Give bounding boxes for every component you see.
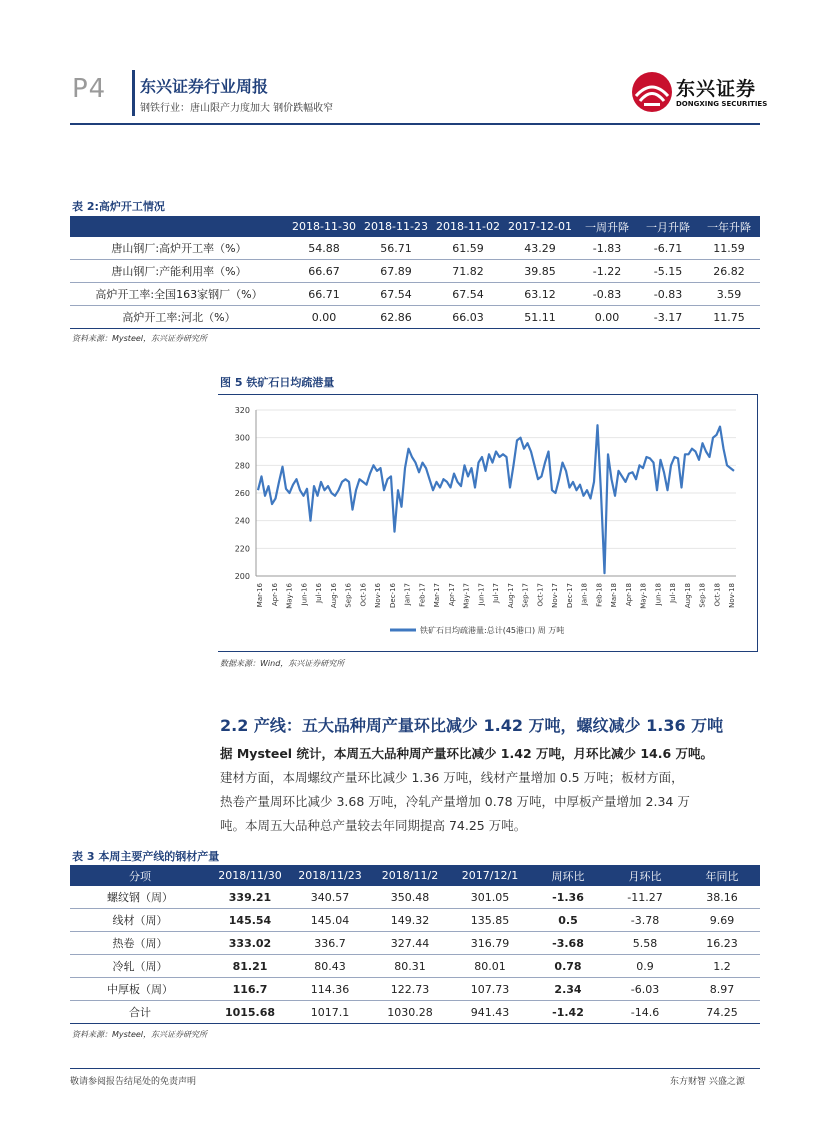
table3-cell: -6.03: [606, 978, 684, 1001]
table3-cell: 冷轧（周）: [70, 955, 210, 978]
table3-caption: 表 3 本周主要产线的钢材产量: [72, 850, 220, 863]
table2-caption: 表 2:高炉开工情况: [72, 200, 165, 213]
table2-cell: 3.59: [698, 283, 760, 306]
table3-cell: 350.48: [370, 886, 450, 909]
table-row: [70, 955, 760, 978]
table3-cell: 1.2: [684, 955, 760, 978]
table2-cell: -6.71: [638, 237, 698, 260]
x-tick-label: Dec-16: [388, 583, 397, 608]
table3-cell: 38.16: [684, 886, 760, 909]
figure5-top-rule: [218, 394, 758, 395]
x-tick-label: Jan-18: [580, 583, 589, 606]
table2-cell: -0.83: [576, 283, 638, 306]
table2-header-cell: 2017-12-01: [504, 216, 576, 237]
table3-cell: 81.21: [210, 955, 290, 978]
x-tick-label: Feb-18: [595, 583, 604, 607]
table3-cell: 热卷（周）: [70, 932, 210, 955]
x-tick-label: May-18: [639, 583, 648, 609]
x-tick-label: Sep-17: [521, 583, 530, 608]
table2-cell: 43.29: [504, 237, 576, 260]
table3-cell: 80.01: [450, 955, 530, 978]
table2-header-cell: 2018-11-23: [360, 216, 432, 237]
section-title: 2.2 产线：五大品种周产量环比减少 1.42 万吨，螺纹减少 1.36 万吨: [220, 716, 724, 735]
x-tick-label: Jun-17: [477, 583, 486, 606]
table2-cell: 11.75: [698, 306, 760, 329]
table2-header-cell: 一月升降: [638, 216, 698, 237]
y-tick-label: 260: [234, 489, 250, 498]
table2-header-cell: 2018-11-02: [432, 216, 504, 237]
table3-cell: 80.43: [290, 955, 370, 978]
x-tick-label: Mar-17: [433, 583, 441, 608]
table-row: [70, 932, 760, 955]
legend-label: 铁矿石日均疏港量:总计(45港口) 周 万吨: [420, 626, 565, 635]
table3-cell: 339.21: [210, 886, 290, 909]
x-tick-label: Jun-18: [654, 583, 663, 606]
x-tick-label: Mar-16: [256, 583, 264, 608]
table2-header-cell: 一年升降: [698, 216, 760, 237]
table3-cell: -1.36: [530, 886, 606, 909]
table3-cell: 1015.68: [210, 1001, 290, 1024]
table3-header-cell: 分项: [70, 865, 210, 886]
table3-cell: 74.25: [684, 1001, 760, 1024]
x-tick-label: Aug-18: [683, 583, 692, 609]
table2-cell: 0.00: [576, 306, 638, 329]
table2-cell: 71.82: [432, 260, 504, 283]
table3-cell: -14.6: [606, 1001, 684, 1024]
table-row: [70, 260, 760, 283]
table2-cell: 唐山钢厂:产能利用率（%）: [70, 260, 288, 283]
table3-cell: 116.7: [210, 978, 290, 1001]
y-tick-label: 200: [234, 572, 250, 581]
x-tick-label: Aug-17: [506, 583, 515, 609]
series-line: [258, 425, 734, 573]
y-tick-label: 220: [234, 544, 250, 554]
figure5-right-rule: [757, 395, 758, 651]
footer-disclaimer: 敬请参阅报告结尾处的免责声明: [70, 1077, 197, 1087]
figure5-source: 数据来源：Wind，东兴证券研究所: [220, 659, 345, 668]
footer-slogan: 东方财智 兴盛之源: [670, 1077, 745, 1087]
table2-cell: 11.59: [698, 237, 760, 260]
table2-cell: 67.54: [432, 283, 504, 306]
table-row: [70, 306, 760, 329]
table3-cell: 122.73: [370, 978, 450, 1001]
y-tick-label: 320: [234, 406, 250, 415]
table3-cell: 2.34: [530, 978, 606, 1001]
table3-source: 资料来源：Mysteel，东兴证券研究所: [72, 1030, 208, 1039]
report-subtitle: 钢铁行业：唐山限产力度加大 钢价跌幅收窄: [140, 103, 334, 114]
table3-cell: 8.97: [684, 978, 760, 1001]
x-tick-label: Apr-16: [270, 583, 279, 607]
table3-cell: 336.7: [290, 932, 370, 955]
x-tick-label: Dec-17: [565, 583, 574, 608]
table3-cell: 107.73: [450, 978, 530, 1001]
table3-cell: 9.69: [684, 909, 760, 932]
table3-cell: 合计: [70, 1001, 210, 1024]
report-title: 东兴证券行业周报: [140, 77, 269, 96]
table3-header-cell: 2018/11/30: [210, 865, 290, 886]
table3-cell: -3.68: [530, 932, 606, 955]
x-tick-label: Nov-16: [374, 583, 382, 608]
table2-cell: 66.71: [288, 283, 360, 306]
table3-cell: 80.31: [370, 955, 450, 978]
table3-cell: 0.9: [606, 955, 684, 978]
table2-source: 资料来源：Mysteel，东兴证券研究所: [72, 334, 208, 343]
x-tick-label: Jul-16: [315, 583, 323, 603]
table3-cell: 5.58: [606, 932, 684, 955]
dongxing-logo-icon: [630, 70, 674, 114]
table2-cell: -1.22: [576, 260, 638, 283]
table3-cell: -11.27: [606, 886, 684, 909]
table3-cell: 16.23: [684, 932, 760, 955]
para-line-2: 建材方面，本周螺纹产量环比减少 1.36 万吨，线材产量增加 0.5 万吨；板材方面，: [220, 770, 684, 785]
para-line-4: 吨。本周五大品种总产量较去年同期提高 74.25 万吨。: [220, 818, 527, 833]
table3-cell: 114.36: [290, 978, 370, 1001]
header-rule: [70, 123, 760, 125]
table2-cell: 39.85: [504, 260, 576, 283]
table2-header-cell: [70, 216, 288, 237]
x-tick-label: Apr-17: [447, 583, 456, 607]
blast-furnace-table: [70, 216, 760, 329]
x-tick-label: Jun-16: [300, 583, 309, 606]
x-tick-label: Jul-17: [492, 583, 500, 603]
logo-text-cn: 东兴证券: [676, 78, 757, 100]
table2-cell: 67.89: [360, 260, 432, 283]
table-row: [70, 909, 760, 932]
x-tick-label: Jan-17: [403, 583, 412, 606]
table3-cell: 线材（周）: [70, 909, 210, 932]
y-tick-label: 280: [234, 461, 250, 471]
table3-cell: 135.85: [450, 909, 530, 932]
x-tick-label: Sep-18: [698, 583, 707, 608]
table2-header-cell: 2018-11-30: [288, 216, 360, 237]
y-tick-label: 300: [234, 433, 250, 443]
table3-cell: 中厚板（周）: [70, 978, 210, 1001]
x-tick-label: Sep-16: [344, 583, 353, 608]
table3-header-cell: 2018/11/2: [370, 865, 450, 886]
table-row: [70, 886, 760, 909]
table3-cell: 941.43: [450, 1001, 530, 1024]
table-row: [70, 1001, 760, 1024]
page-number: P4: [72, 74, 107, 104]
logo-text-en: DONGXING SECURITIES: [676, 100, 768, 108]
table2-cell: 0.00: [288, 306, 360, 329]
table2-cell: 56.71: [360, 237, 432, 260]
para-lead-text: 据 Mysteel 统计，本周五大品种周产量环比减少 1.42 万吨，月环比减少 14.6 万吨。: [220, 746, 714, 761]
figure5-bottom-rule: [218, 651, 758, 652]
table2-cell: 26.82: [698, 260, 760, 283]
x-tick-label: Feb-17: [418, 583, 427, 607]
table2-cell: 高炉开工率:全国163家钢厂（%）: [70, 283, 288, 306]
header-divider: [132, 70, 135, 116]
x-tick-label: Oct-17: [536, 583, 545, 607]
table2-cell: 54.88: [288, 237, 360, 260]
table2-cell: 61.59: [432, 237, 504, 260]
table3-cell: 0.5: [530, 909, 606, 932]
x-tick-label: May-17: [462, 583, 471, 609]
x-tick-label: Jul-18: [669, 583, 677, 603]
table3-cell: 1017.1: [290, 1001, 370, 1024]
x-tick-label: Mar-18: [610, 583, 618, 608]
iron-ore-port-chart: [218, 396, 756, 650]
table2-cell: -3.17: [638, 306, 698, 329]
figure5-caption: 图 5 铁矿石日均疏港量: [220, 376, 335, 389]
para-line-3: 热卷产量周环比减少 3.68 万吨，冷轧产量增加 0.78 万吨，中厚板产量增加 2.34 万: [220, 794, 690, 809]
table3-header-cell: 2017/12/1: [450, 865, 530, 886]
table2-cell: 66.67: [288, 260, 360, 283]
para-lead: [220, 742, 760, 766]
table2-cell: 唐山钢厂:高炉开工率（%）: [70, 237, 288, 260]
table2-cell: 67.54: [360, 283, 432, 306]
table2-cell: 66.03: [432, 306, 504, 329]
table3-cell: 145.04: [290, 909, 370, 932]
table2-cell: 62.86: [360, 306, 432, 329]
x-tick-label: Aug-16: [329, 583, 338, 609]
steel-output-table: [70, 865, 760, 1024]
table3-cell: -3.78: [606, 909, 684, 932]
table2-cell: -5.15: [638, 260, 698, 283]
table-row: [70, 283, 760, 306]
table3-cell: 螺纹钢（周）: [70, 886, 210, 909]
x-tick-label: Apr-18: [624, 583, 633, 607]
table3-cell: 316.79: [450, 932, 530, 955]
table2-cell: 63.12: [504, 283, 576, 306]
table3-header-cell: 月环比: [606, 865, 684, 886]
table3-cell: 301.05: [450, 886, 530, 909]
table2-cell: -1.83: [576, 237, 638, 260]
table3-header-cell: 年同比: [684, 865, 760, 886]
table2-cell: 高炉开工率:河北（%）: [70, 306, 288, 329]
table3-header-cell: 周环比: [530, 865, 606, 886]
x-tick-label: Nov-17: [551, 583, 559, 608]
table3-header-cell: 2018/11/23: [290, 865, 370, 886]
table3-cell: 340.57: [290, 886, 370, 909]
x-tick-label: Oct-16: [359, 583, 368, 607]
x-tick-label: Nov-18: [728, 583, 736, 608]
table3-cell: 333.02: [210, 932, 290, 955]
table2-header-cell: 一周升降: [576, 216, 638, 237]
table-row: [70, 237, 760, 260]
table-row: [70, 978, 760, 1001]
table3-cell: 327.44: [370, 932, 450, 955]
table2-cell: -0.83: [638, 283, 698, 306]
table3-cell: 0.78: [530, 955, 606, 978]
footer-rule: [70, 1068, 760, 1069]
table3-cell: 149.32: [370, 909, 450, 932]
y-tick-label: 240: [234, 516, 250, 526]
x-tick-label: May-16: [285, 583, 294, 609]
table3-cell: 145.54: [210, 909, 290, 932]
table3-cell: -1.42: [530, 1001, 606, 1024]
table2-cell: 51.11: [504, 306, 576, 329]
table3-cell: 1030.28: [370, 1001, 450, 1024]
x-tick-label: Oct-18: [713, 583, 722, 607]
